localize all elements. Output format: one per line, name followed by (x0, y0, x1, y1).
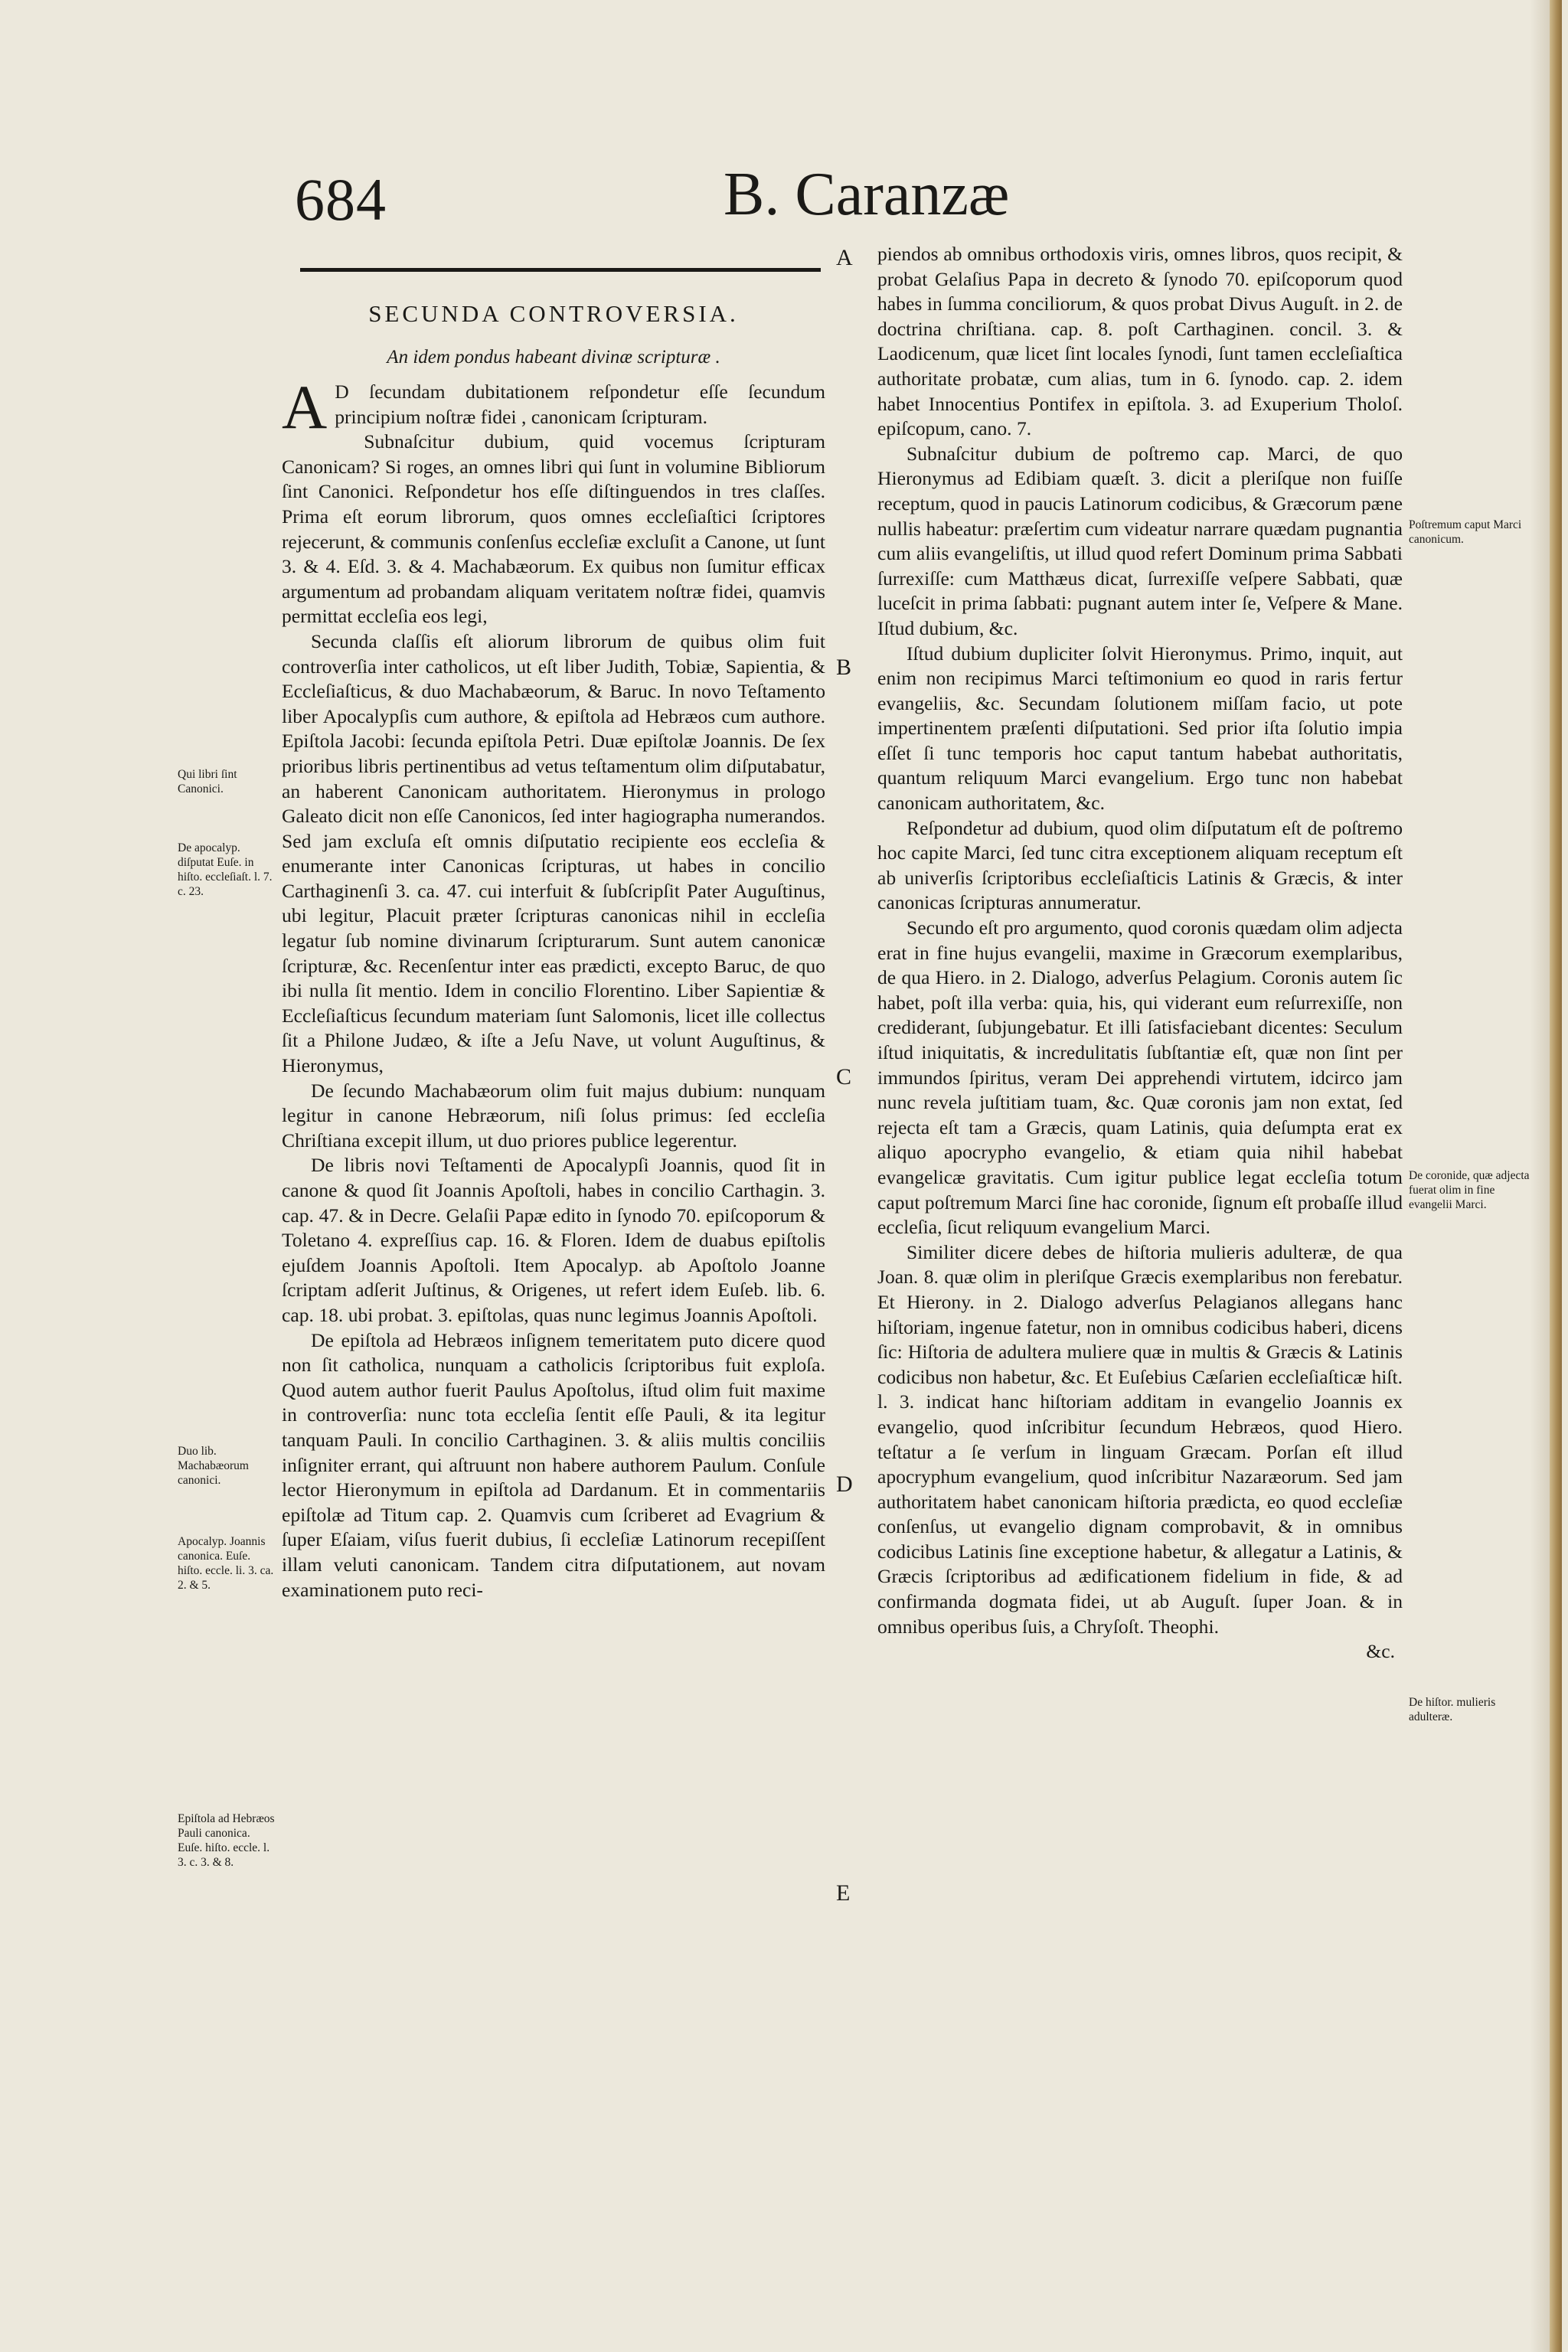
paragraph: De ſecundo Machabæorum olim fuit majus dubium: nunquam legitur in canone Hebræorum, niſi ſolus primus: ſed eccleſia Chriſtiana excepit illum, ut duo priores publice legerentur. (282, 1079, 825, 1152)
margin-note: De hiſtor. mulieris adulteræ. (1409, 1696, 1496, 1723)
paragraph: Similiter dicere debes de hiſtoria mulieris adulteræ, de qua Joan. 8. quæ olim in pleriſque Græcis exemplaribus non ferebatur. Et Hierony. in 2. Dialogo adverſus Pelagianos allegans hanc hiſtoriam, ingenue fatetur, non in omnibus codicibus haberi, dicens ſic: Hiſtoria de adultera muliere quæ in multis & Græcis & Latinis codicibus non habetur, &c. Et Euſebius Cæſarien eccleſiaſticæ hiſt. l. 3. indicat hanc hiſtoriam additam in evangelio Joannis ex evangelio, quod inſcribitur ſecundum Hebræos, quod Hiero. teſtatur a ſe verſum in linguam Græcam. Porſan eſt illud apocryphum evangelium, quod inſcribitur Nazaræorum. Sed jam authoritatem habet canonicam hiſtoria prædicta, eo quod eccleſiæ conſenſus, ut evangelio dignam comprobavit, & in omnibus codicibus Latinis ſine exceptione habetur, & allegatur a Latinis, & Græcis ſcriptoribus ad ædificationem fidelium in fide, & ad confirmanda dogmata fidei, ut ab Auguſt. ſuper Joan. & in omnibus operibus ſuis, a Chryſoſt. Theophi. (877, 1240, 1403, 1638)
paragraph: Reſpondetur ad dubium, quod olim diſputatum eſt de poſtremo hoc capite Marci, ſed tunc citra exceptionem aliquam receptum eſt ab univerſis ſcriptoribus eccleſiaſticis Latinis & Græcis, & inter canonicas ſcripturas annumeratur. (877, 816, 1403, 914)
paragraph: Secundo eſt pro argumento, quod coronis quædam olim adjecta erat in fine hujus evangelii, maxime in Græcorum exemplaribus, de qua Hiero. in 2. Dialogo, adverſus Pelagium. Coronis autem ſic habet, poſt illa verba: quia, his, qui viderant eum reſurrexiſſe, non crediderant, ſubjungebatur. Et illi ſatisfaciebant dicentes: Seculum iſtud iniquitatis, & incredulitatis ſubſtantiæ eſt, quæ non ſint per immundos ſpiritus, veram Dei apprehendi virtutem, idcirco jam nunc revela juſtitiam tuam, &c. Quæ coronis jam non extat, ſed rejecta eſt tam a Græcis, quam Latinis, quia deſumpta erat ex aliquo apocrypho evangelio, & etiam quia nihil habebat evangelicæ gravitatis. Cum igitur publice legat eccleſia totum caput poſtremum Marci ſine hac coronide, ſignum eſt probaſſe illud eccleſia, ſicut reliquum evangelium Marci. (877, 916, 1403, 1239)
paragraph: Subnaſcitur dubium, quid vocemus ſcripturam Canonicam? Si roges, an omnes libri qui ſunt in volumine Bibliorum ſint Canonici. Reſpondetur hos eſſe diſtinguendos in tres claſſes. Prima eſt eorum librorum, quos omnes eccleſiaſtici ſcriptores rejecerunt, & communis conſenſus eccleſiæ excluſit a Canone, ut ſunt 3. & 4. Eſd. 3. & 4. Machabæorum. Ex quibus non ſumitur efficax argumentum ad probandam aliquam veritatem noſtræ fidei, quamvis permittat eccleſia eos legi, (282, 430, 825, 628)
paragraph-text: D ſecundam dubitationem reſpondetur eſſe ſecundum principium noſtræ fidei , canonicam ſcripturam. (335, 381, 825, 428)
page-gutter-shadow (1530, 0, 1550, 2352)
closing-etc: &c. (1366, 1640, 1395, 1663)
section-letter-d: D (836, 1472, 853, 1497)
section-letter-b: B (836, 655, 852, 680)
paragraph (282, 372, 825, 442)
paragraph: piendos ab omnibus orthodoxis viris, omnes libros, quos recipit, & probat Gelaſius Papa in decreto & ſynodo 70. epiſcoporum quod habes in ſumma conciliorum, & quos probat Divus Auguſt. in 2. de doctrina chriſtiana. cap. 8. poſt Carthaginen. concil. 3. & Laodicenum, quæ licet ſint locales ſynodi, ſunt tamen eccleſiaſtica authoritate probatæ, cum alias, tum in 6. ſynodo. cap. 2. idem habet Innocentius Pontifex in epiſtola. 3. ad Exuperium Tholoſ. epiſcopum, cano. 7. (877, 243, 1403, 440)
margin-note: Duo lib. Machabæorum canonici. (178, 1445, 249, 1487)
paragraph: De epiſtola ad Hebræos inſignem temeritatem puto dicere quod non ſit catholica, nunquam a catholicis ſcriptoribus fuit exploſa. Quod autem author fuerit Paulus Apoſtolus, iſtud olim fuit maxime in controverſia: nunc tota eccleſia ſentit eſſe Pauli, & ita legitur tanquam Pauli. In concilio Carthaginen. 3. & aliis multis conciliis inſigniter errant, qui aſtruunt non habere authorem Paulum. Conſule lector Hieronymum in epiſtola ad Dardanum. Et in commentariis epiſtolæ ad Titum cap. 2. Quamvis cum ſcriberet ad Evagrium & ſuper Eſaiam, viſus fuerit dubius, ſi eccleſiæ Latinorum recepiſſent illam veluti canonicam. Tandem citra diſputationem, aut novam examinationem puto reci- (282, 1328, 825, 1601)
paragraph: De libris novi Teſtamenti de Apocalypſi Joannis, quod ſit in canone & quod ſit Joannis Apoſtoli, habes in concilio Carthagin. 3. cap. 47. & in Decre. Gelaſii Papæ edito in ſynodo 70. epiſcoporum & Toletano 4. expreſſius cap. 16. & Floren. Idem de duabus epiſtolis ejuſdem Joannis Apoſtoli. Item Apocalyp. ab Apoſtolo Joanne ſcriptam adſerit Juſtinus, & Origenes, ut refert idem Euſeb. lib. 6. cap. 18. ubi probat. 3. epiſtolas, quas nunc legimus Joannis Apoſtoli. (282, 1154, 825, 1326)
margin-note: Qui libri ſint Canonici. (178, 768, 237, 795)
margin-note: Poſtremum caput Marci canonicum. (1409, 518, 1522, 546)
drop-initial: A (282, 372, 328, 442)
paragraph: Secunda claſſis eſt aliorum librorum de quibus olim fuit controverſia inter catholicos, ut eſt liber Judith, Tobiæ, Sapientia, & Eccleſiaſticus, & duo Machabæorum, & Baruc. In novo Teſtamento liber Apocalypſis cum authore, & epiſtola ad Hebræos cum authore. Epiſtola Jacobi: ſecunda epiſtola Petri. Duæ epiſtolæ Joannis. De ſex prioribus libris pertinentibus ad vetus teſtamentum olim diſputabatur, an haberent Canonicam authoritatem. Hieronymus in prologo Galeato dicit non eſſe Canonicos, ſed inter hagiographa numerandos. Sed jam excluſa eſt omnis diſputatio recipiente eos eccleſia & enumerante inter Canonicas ſcripturas, ut habes in concilio Carthaginenſi 3. ca. 47. cui interfuit & ſubſcripſit Pater Auguſtinus, ubi legitur, Placuit præter ſcripturas canonicas nihil in eccleſia legatur ſub nomine divinarum ſcripturarum. Sunt autem canonicæ ſcripturæ, &c. Recenſentur inter eas prædicti, excepto Baruc, de quo ibi nulla ſit mentio. Idem in concilio Florentino. Liber Sapientiæ & Eccleſiaſticus ſecundum materiam ſunt Salomonis, licet ille collectus ſit a Philone Judæo, & iſte a Jeſu Nave, ut volunt Auguſtinus, & Hieronymus, (282, 629, 825, 1077)
page-edge (1550, 0, 1562, 2352)
question-title: An idem pondus habeant divinæ scripturæ . (387, 347, 720, 368)
page-number: 684 (295, 166, 387, 233)
margin-note: Apocalyp. Joannis canonica. Euſe. hiſto. eccle. li. 3. ca. 2. & 5. (178, 1535, 274, 1592)
header-rule (300, 268, 821, 272)
paragraph: Iſtud dubium dupliciter ſolvit Hieronymus. Primo, inquit, aut enim non recipimus Marci teſtimonium eo quod in raris fertur evangeliis, &c. Secundam ſolutionem miſſam facio, ut pote impertinentem præſenti diſputationi. Sed prior iſta ſolutio impia eſſet ſi tunc temporis hoc caput tantum habebat authoritatis, quantum reliquum Marci evangelium. Ergo tunc non habebat canonicam authoritatem, &c. (877, 642, 1403, 815)
paragraph: Subnaſcitur dubium de poſtremo cap. Marci, de quo Hieronymus ad Edibiam quæſt. 3. dicit a pleriſque non fuiſſe receptum, quod in paucis Latinorum codicibus, & Græcorum pæne nullis habeatur: præſertim cum videatur narrare quædam pugnantia cum aliis evangeliſtis, ut illud quod refert Dominum prima Sabbati ſurrexiſſe: cum Matthæus dicat, ſurrexiſſe veſpere Sabbati, quæ luceſcit in prima ſabbati: pugnant autem inter ſe, Veſpere & Mane. Iſtud dubium, &c. (877, 442, 1403, 639)
right-column (877, 242, 1403, 1664)
running-title: B. Caranzæ (724, 161, 1010, 228)
section-letter-a: A (836, 245, 853, 270)
margin-note: De apocalyp. diſputat Euſe. in hiſto. eccleſiaſt. l. 7. c. 23. (178, 841, 273, 898)
section-letter-c: C (836, 1064, 852, 1089)
margin-note: De coronide, quæ adjecta fuerat olim in fine evangelii Marci. (1409, 1169, 1530, 1211)
section-letter-e: E (836, 1880, 851, 1906)
margin-note: Epiſtola ad Hebræos Pauli canonica. Euſe. hiſto. eccle. l. 3. c. 3. & 8. (178, 1812, 275, 1869)
section-heading: SECUNDA CONTROVERSIA. (368, 300, 739, 327)
left-column (282, 299, 825, 1602)
